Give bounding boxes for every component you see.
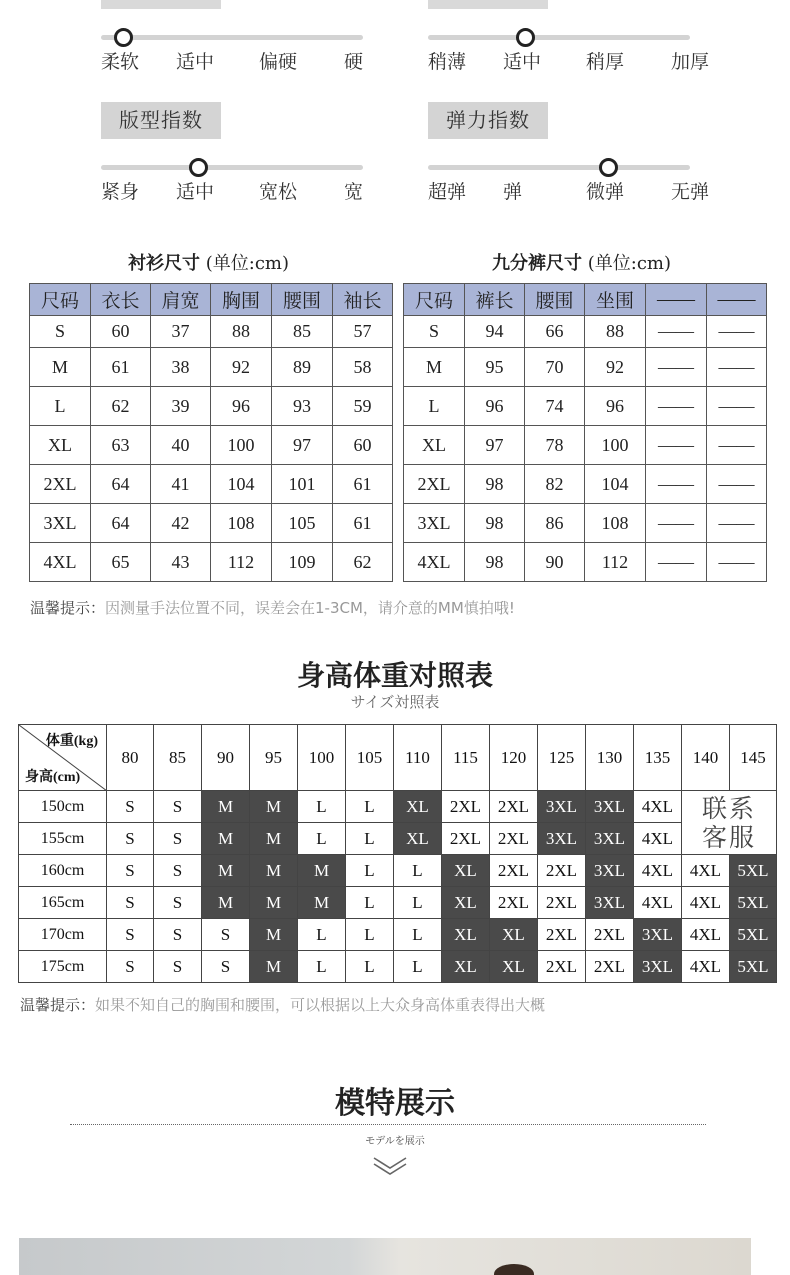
size-cell: M [250,951,298,983]
height-header: 160cm [19,855,107,887]
column-header: 肩宽 [151,284,211,316]
size-cell: XL [394,791,442,823]
table-cell: 61 [333,465,393,504]
table-cell: —— [646,426,707,465]
weight-header: 135 [634,725,682,791]
table-cell: 93 [272,387,333,426]
table-cell: 105 [272,504,333,543]
table-cell: XL [404,426,465,465]
weight-header: 90 [202,725,250,791]
model-photo [19,1238,751,1275]
slider-track [428,35,690,40]
size-cell: S [107,887,154,919]
weight-header: 140 [682,725,730,791]
size-cell: 5XL [730,855,777,887]
column-header: 胸围 [211,284,272,316]
size-cell: M [250,919,298,951]
slider-knob [114,28,133,47]
size-cell: 2XL [442,791,490,823]
table-cell: 86 [525,504,585,543]
index-tag: 弹力指数 [428,102,548,139]
size-cell: 4XL [682,855,730,887]
size-cell: 2XL [586,919,634,951]
table-cell: 101 [272,465,333,504]
table-cell: —— [707,504,767,543]
table-cell: 62 [333,543,393,582]
size-cell: L [346,887,394,919]
table-row [404,348,767,387]
table-cell: 3XL [404,504,465,543]
size-cell: M [298,855,346,887]
table-cell: 97 [272,426,333,465]
slider-track [101,165,363,170]
size-cell: 3XL [586,887,634,919]
shirt-table-title: 衬衫尺寸 (单位:cm) [128,253,289,274]
weight-header: 130 [586,725,634,791]
table-row [404,316,767,348]
table-cell: XL [30,426,91,465]
size-cell: L [298,919,346,951]
size-cell: M [250,887,298,919]
slider-label: 稍薄 [428,51,467,73]
size-cell: 5XL [730,887,777,919]
table-row [404,387,767,426]
size-cell: 4XL [634,823,682,855]
slider-label: 无弹 [671,181,710,203]
size-cell: S [107,919,154,951]
slider-label: 适中 [176,181,215,203]
table-cell: 89 [272,348,333,387]
weight-header: 80 [107,725,154,791]
size-cell: M [202,823,250,855]
corner-header [19,725,107,791]
slider-track [101,35,363,40]
size-cell: 2XL [538,951,586,983]
table-cell: 64 [91,465,151,504]
size-cell: S [107,855,154,887]
slider-label: 宽 [344,181,364,203]
size-cell: 2XL [490,823,538,855]
size-cell: M [202,855,250,887]
size-cell: L [298,823,346,855]
table-cell: M [404,348,465,387]
size-cell: S [107,951,154,983]
table-cell: M [30,348,91,387]
table-cell: —— [646,348,707,387]
size-cell: 3XL [634,951,682,983]
shirt-size-table [29,283,393,582]
size-cell: 4XL [682,951,730,983]
table-row [19,791,777,823]
table-cell: —— [707,316,767,348]
slider-label: 偏硬 [259,51,298,73]
size-cell: S [107,791,154,823]
column-header: 袖长 [333,284,393,316]
table-cell: 62 [91,387,151,426]
weight-header: 85 [154,725,202,791]
table-cell: 2XL [404,465,465,504]
slider-label: 弹 [503,181,523,203]
weight-header: 105 [346,725,394,791]
slider-track [428,165,690,170]
size-cell: XL [490,951,538,983]
table-row [19,919,777,951]
size-cell: L [298,951,346,983]
height-header: 155cm [19,823,107,855]
size-cell: S [202,951,250,983]
weight-header: 125 [538,725,586,791]
height-header: 150cm [19,791,107,823]
table-cell: 65 [91,543,151,582]
weight-header: 95 [250,725,298,791]
table-cell: 57 [333,316,393,348]
size-cell: 5XL [730,919,777,951]
slider-knob [599,158,618,177]
table-cell: 60 [91,316,151,348]
column-header: —— [646,284,707,316]
table-cell: 37 [151,316,211,348]
column-header: 衣长 [91,284,151,316]
table-cell: 59 [333,387,393,426]
table-cell: —— [707,465,767,504]
table-cell: 112 [211,543,272,582]
table-cell: 43 [151,543,211,582]
table-row [30,316,393,348]
table-cell: 92 [585,348,646,387]
size-cell: L [394,951,442,983]
slider-label: 加厚 [671,51,710,73]
table-cell: 42 [151,504,211,543]
table-cell: 98 [465,543,525,582]
slider-label: 超弹 [428,181,467,203]
table-cell: 100 [211,426,272,465]
table-row [30,426,393,465]
index-tag [101,0,221,9]
size-cell: 5XL [730,951,777,983]
height-header: 165cm [19,887,107,919]
table-cell: —— [646,316,707,348]
size-cell: 4XL [634,855,682,887]
table-row [404,426,767,465]
table-cell: 4XL [404,543,465,582]
size-cell: 2XL [538,919,586,951]
size-cell: 2XL [490,887,538,919]
table-row [404,465,767,504]
table-cell: 88 [211,316,272,348]
size-cell: L [394,919,442,951]
table-cell: —— [646,543,707,582]
weight-header: 145 [730,725,777,791]
size-cell: 3XL [538,823,586,855]
table-cell: 100 [585,426,646,465]
table-row [30,465,393,504]
model-section-title: 模特展示 [335,1086,455,1121]
size-cell: M [298,887,346,919]
size-cell: XL [442,919,490,951]
size-cell: M [250,823,298,855]
size-cell: 3XL [586,823,634,855]
table-cell: 104 [585,465,646,504]
index-tag: 版型指数 [101,102,221,139]
table-cell: 4XL [30,543,91,582]
weight-axis-label: 体重(kg) [45,734,98,749]
size-cell: S [154,887,202,919]
size-cell: M [202,791,250,823]
table-cell: 58 [333,348,393,387]
table-cell: 63 [91,426,151,465]
table-cell: 38 [151,348,211,387]
size-cell: 4XL [634,887,682,919]
table-row [19,887,777,919]
size-cell: L [394,855,442,887]
table-cell: —— [707,426,767,465]
pants-table-title: 九分裤尺寸 (单位:cm) [492,253,671,274]
table-cell: 70 [525,348,585,387]
size-cell: XL [442,951,490,983]
size-cell: S [154,823,202,855]
size-cell: L [346,855,394,887]
slider-label: 紧身 [101,181,140,203]
table-cell: 2XL [30,465,91,504]
size-cell: 2XL [586,951,634,983]
slider-label: 宽松 [259,181,298,203]
size-cell: L [346,791,394,823]
size-cell: L [346,823,394,855]
model-section-subtitle: モデルを展示 [365,1136,425,1147]
table-cell: 96 [585,387,646,426]
size-cell: M [250,855,298,887]
column-header: 尺码 [30,284,91,316]
table-cell: 64 [91,504,151,543]
chevron-down-icon [372,1155,408,1177]
table-cell: 109 [272,543,333,582]
size-cell: L [346,919,394,951]
size-cell: XL [490,919,538,951]
table-cell: 40 [151,426,211,465]
weight-header: 120 [490,725,538,791]
contact-line: 客服 [701,822,756,852]
table-row [30,348,393,387]
height-header: 175cm [19,951,107,983]
table-cell: 61 [333,504,393,543]
column-header: 坐围 [585,284,646,316]
table-cell: 82 [525,465,585,504]
table-row [30,387,393,426]
size-cell: 3XL [586,791,634,823]
divider [70,1124,706,1125]
contact-service-cell [682,791,777,855]
height-weight-hint: 温馨提示：如果不知自己的胸围和腰围，可以根据以上大众身高体重表得出大概 [20,996,546,1014]
size-cell: S [154,951,202,983]
size-cell: L [394,887,442,919]
size-cell: 3XL [634,919,682,951]
table-cell: —— [707,387,767,426]
size-cell: M [202,887,250,919]
table-row [30,504,393,543]
size-cell: 2XL [538,855,586,887]
height-axis-label: 身高(cm) [25,770,81,785]
slider-label: 硬 [344,51,364,73]
table-cell: 88 [585,316,646,348]
table-cell: 39 [151,387,211,426]
size-cell: L [298,791,346,823]
size-cell: 2XL [538,887,586,919]
height-weight-subtitle: サイズ対照表 [350,693,440,711]
table-cell: —— [646,465,707,504]
index-tag [428,0,548,9]
table-cell: 108 [585,504,646,543]
table-cell: 41 [151,465,211,504]
size-cell: 4XL [682,887,730,919]
size-cell: 3XL [538,791,586,823]
table-cell: 95 [465,348,525,387]
size-cell: 2XL [442,823,490,855]
size-cell: XL [394,823,442,855]
table-cell: 98 [465,504,525,543]
height-header: 170cm [19,919,107,951]
table-cell: —— [646,387,707,426]
table-cell: 66 [525,316,585,348]
column-header: 尺码 [404,284,465,316]
table-cell: —— [646,504,707,543]
table-cell: 61 [91,348,151,387]
slider-label: 柔软 [101,51,140,73]
table-cell: 112 [585,543,646,582]
size-cell: S [154,791,202,823]
size-cell: 4XL [682,919,730,951]
column-header: 裤长 [465,284,525,316]
slider-knob [189,158,208,177]
size-cell: L [346,951,394,983]
table-row [19,823,777,855]
slider-label: 适中 [176,51,215,73]
column-header: 腰围 [272,284,333,316]
table-cell: L [30,387,91,426]
slider-label: 微弹 [586,181,625,203]
contact-line: 联系 [701,793,756,823]
size-cell: M [250,791,298,823]
size-cell: S [154,855,202,887]
size-cell: 2XL [490,791,538,823]
table-cell: 78 [525,426,585,465]
table-cell: 108 [211,504,272,543]
size-cell: XL [442,887,490,919]
size-cell: S [202,919,250,951]
table-cell: 3XL [30,504,91,543]
table-cell: 92 [211,348,272,387]
slider-label: 稍厚 [586,51,625,73]
table-row [19,951,777,983]
table-cell: L [404,387,465,426]
table-cell: 94 [465,316,525,348]
table-row [404,504,767,543]
weight-header: 110 [394,725,442,791]
height-weight-title: 身高体重对照表 [296,659,493,692]
height-weight-table [18,724,777,983]
size-cell: S [107,823,154,855]
table-cell: 96 [465,387,525,426]
measurement-hint: 温馨提示：因测量手法位置不同，误差会在1-3CM，请介意的MM慎拍哦! [30,599,515,617]
table-cell: S [30,316,91,348]
table-cell: 85 [272,316,333,348]
model-hair [494,1264,534,1275]
table-cell: —— [707,543,767,582]
table-cell: 90 [525,543,585,582]
weight-header: 115 [442,725,490,791]
table-cell: 96 [211,387,272,426]
slider-knob [516,28,535,47]
table-cell: 104 [211,465,272,504]
size-cell: 2XL [490,855,538,887]
pants-size-table [403,283,767,582]
column-header: 腰围 [525,284,585,316]
table-row [30,543,393,582]
weight-header: 100 [298,725,346,791]
table-row [404,543,767,582]
table-cell: 60 [333,426,393,465]
table-cell: S [404,316,465,348]
size-cell: S [154,919,202,951]
size-cell: 4XL [634,791,682,823]
table-cell: 74 [525,387,585,426]
size-cell: XL [442,855,490,887]
size-cell: 3XL [586,855,634,887]
slider-label: 适中 [503,51,542,73]
table-row [19,855,777,887]
table-cell: —— [707,348,767,387]
table-cell: 98 [465,465,525,504]
table-cell: 97 [465,426,525,465]
column-header: —— [707,284,767,316]
